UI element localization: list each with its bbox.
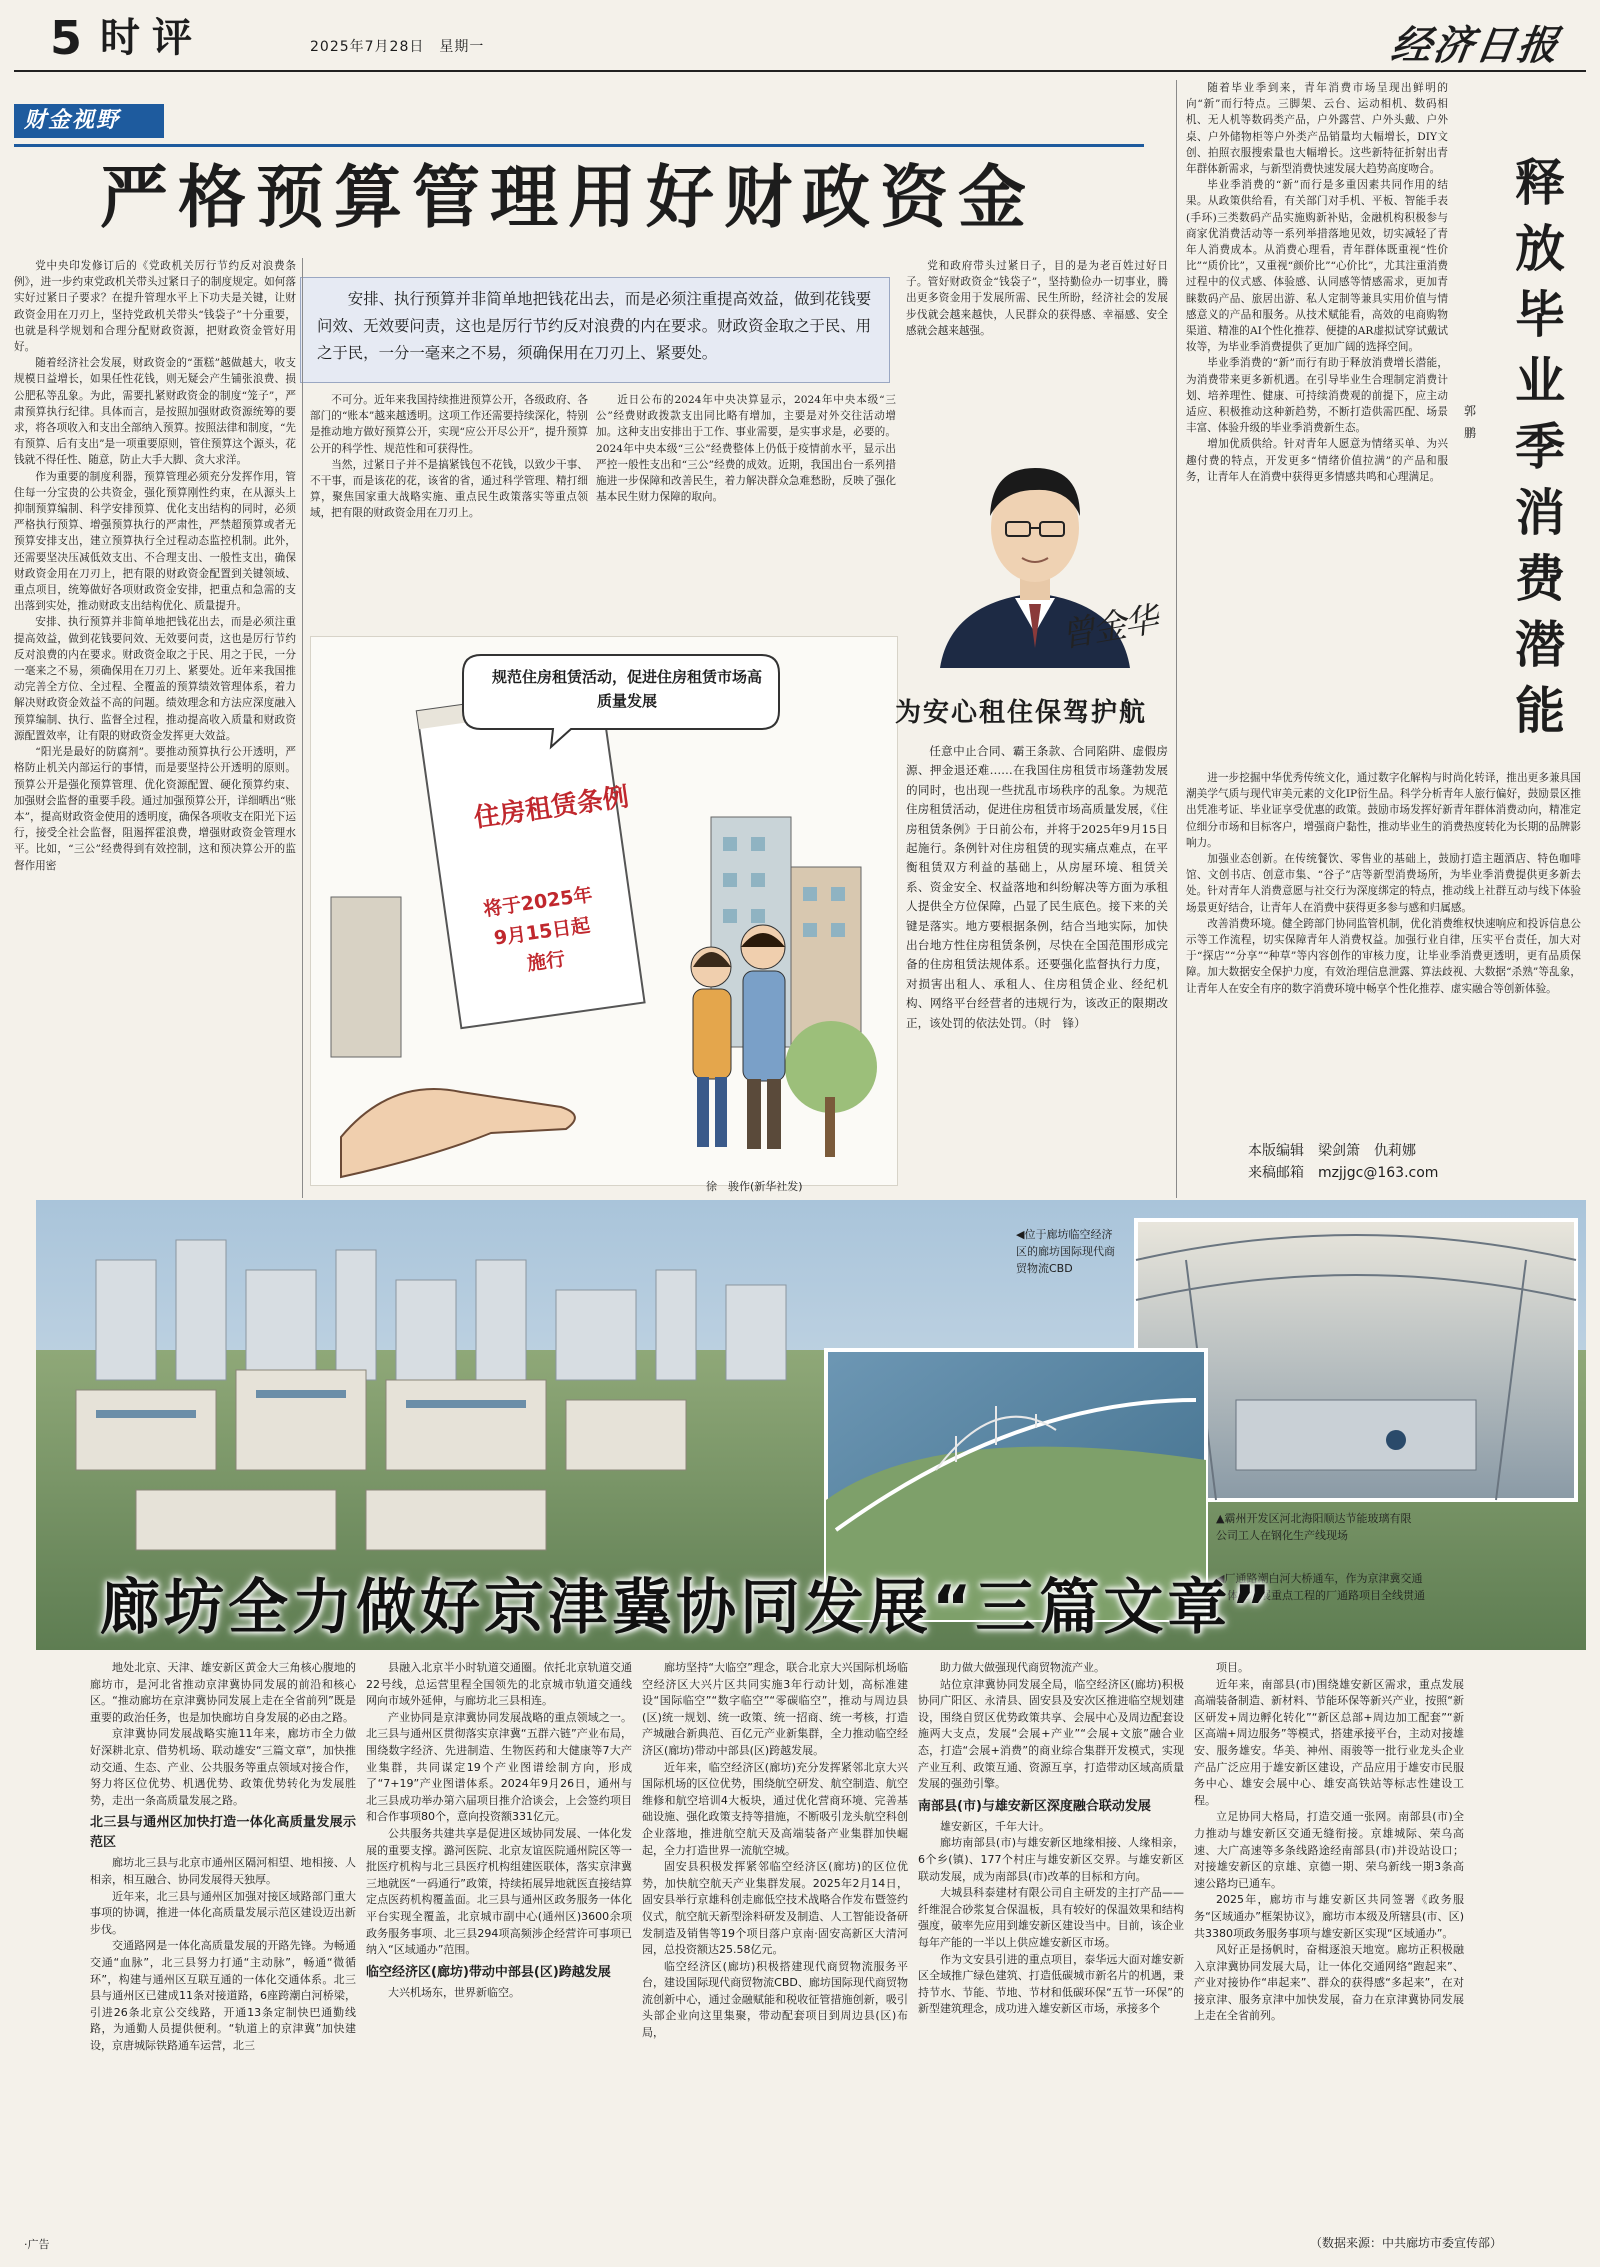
paragraph: 当然，过紧日子并不是搞紧钱包不花钱，以致少干事、不干事，而是该花的花，该省的省，通过科学管理、精打细算，聚焦国家重大战略实施、重点民生政策落实等重点领域，把有限的财政资金用在刀刃上。 bbox=[310, 458, 588, 520]
paragraph: 作为文安县引进的重点项目，泰华远大面对雄安新区全域推广绿色建筑、打造低碳城市新名片的机遇，秉持节水、节能、节地、节材和低碳环保“五节一环保”的新型建筑理念，成功进入雄安新区市场，承接多个 bbox=[918, 1952, 1184, 2016]
column-rule bbox=[302, 258, 303, 1198]
article1-headline: 严格预算管理用好财政资金 bbox=[100, 159, 1037, 238]
editors-box bbox=[1248, 1140, 1578, 1184]
article3-author: 郭 鹏 bbox=[1463, 404, 1489, 440]
paragraph: 大城县科泰建材有限公司自主研发的主打产品——纤维混合砂浆复合保温板，具有较好的保温效果和结构强度，破率先应用到雄安新区建设当中。目前，该企业每年产能的一半以上供应雄安新区市场。 bbox=[918, 1886, 1184, 1949]
headline-char: 季 bbox=[1515, 418, 1565, 476]
paragraph: 站位京津冀协同发展全局，临空经济区(廊坊)积极协同广阳区、永清县、固安县及安次区推进临空规划建设，围绕自贸区优势政策共享、会展中心及周边配套设施两大支点，发展“会展+产业”“会展+文旅”融合业态，打造“会展+消费”的商业综合集群开发模式，实现产业互利、政策互通、资源互享，打造带动区域高质量发展的强劲引擎。 bbox=[918, 1677, 1184, 1791]
paragraph: 县融入北京半小时轨道交通圈。依托北京轨道交通22号线，总运营里程全国领先的北京城市轨道交通线网向市域外延伸，与廊坊北三县相连。 bbox=[366, 1661, 632, 1708]
paragraph: 作为重要的制度利器，预算管理必须充分发挥作用，管住每一分宝贵的公共资金，强化预算刚性约束，在从源头上抑制预算编制、科学安排预算、优化支出结构的同时，必须严格执行预算、增强预算执行的严肃性，严禁超预算或者无预算安排支出，建立预算执行全过程动态监控机制。此外，还需要坚决压减低效支出、不合理支出、一般性支出，确保财政资金用在刀刃上，把有限的财政资金配置到关键领域、重点项目，统筹做好各项财政资金安排，把重点和急需的支出落到实处，推动财政支出结构优化、质量提升。 bbox=[14, 470, 296, 613]
masthead-rule bbox=[14, 70, 1586, 72]
weekday: 星期一 bbox=[439, 39, 485, 55]
article1-lead: 安排、执行预算并非简单地把钱花出去，而是必须注重提高效益，做到花钱要问效、无效要问责，这也是厉行节约反对浪费的内在要求。财政资金取之于民、用之于民，一分一毫来之不易，须确保用在刀刃上、紧要处。 bbox=[300, 277, 890, 383]
cartoon-credit: 徐 骏作(新华社发) bbox=[706, 1180, 803, 1193]
newspaper-logo: 经济日报 bbox=[1388, 22, 1563, 69]
headline-char: 释 bbox=[1515, 154, 1565, 212]
article3-headline bbox=[1505, 150, 1575, 744]
paragraph: 近日公布的2024年中央决算显示，2024年中央本级“三公”经费财政拨款支出同比略有增加，主要是对外交往活动增加。这种支出安排出于工作、事业需要，是实事求是，必要的。2024年中央本级“三公”经费整体上仍低于疫情前水平，显示出严控一般性支出和“三公”经费的成效。近期，我国出台一系列措施进一步保障和改善民生，着力解决群众急难愁盼，反映了强化基本民生财力保障的取向。 bbox=[596, 394, 896, 504]
editors-line: 本版编辑 梁剑箫 仇莉娜 bbox=[1248, 1143, 1416, 1159]
paragraph: 党中央印发修订后的《党政机关厉行节约反对浪费条例》，进一步约束党政机关带头过紧日子的制度规定。如何落实好过紧日子要求？在提升管理水平上下功夫是关键，让财政资金用在刀刃上，坚持党政机关带头“钱袋子”十分重要，也就是科学规划和合理分配财政资源，把财政资金管好用好。 bbox=[14, 260, 296, 354]
article2-headline: 为安心租住保驾护航 bbox=[895, 698, 1148, 728]
dateline bbox=[310, 36, 484, 56]
cartoon-illustration bbox=[310, 636, 898, 1186]
paragraph: 廊坊南部县(市)与雄安新区地缘相接、人缘相亲，6个乡(镇)、177个村庄与雄安新区交界。与雄安新区联动发展，成为南部县(市)改革的目标和方向。 bbox=[918, 1836, 1184, 1883]
paragraph: 风好正是扬帆时，奋楫逐浪天地宽。廊坊正积极融入京津冀协同发展大局，让一体化交通网络“跑起来”、产业对接协作“串起来”、群众的获得感“多起来”，在对接京津、服务京津中加快发展，奋力在京津冀协同发展上走在全省前列。 bbox=[1194, 1943, 1464, 2023]
article4-subheading: 北三县与通州区加快打造一体化高质量发展示范区 bbox=[90, 1815, 356, 1851]
article1-col3 bbox=[596, 392, 896, 628]
column-tag: 财金视野 bbox=[14, 104, 164, 138]
data-source: （数据来源：中共廊坊市委宣传部） bbox=[1310, 2236, 1503, 2250]
headline-char: 能 bbox=[1515, 682, 1565, 740]
article4-col5 bbox=[1194, 1660, 1464, 2230]
paragraph: 近年来，临空经济区(廊坊)充分发挥紧邻北京大兴国际机场的区位优势，围绕航空研发、航空制造、航空维修和航空培训4大板块，通过优化营商环境、完善基础设施、强化政策支持等措施，不断吸引龙头航空科创企业落地，推进航空航天及高端装备产业集群加快崛起，全力打造世界一流航空城。 bbox=[642, 1760, 908, 1857]
headline-char: 放 bbox=[1515, 220, 1565, 278]
paragraph: 近年来，南部县(市)围绕雄安新区需求，重点发展高端装备制造、新材料、节能环保等新兴产业，按照“新区研发+周边孵化转化”“新区总部+周边加工配套”“新区高端+周边服务”等模式，搭建承接平台，主动对接雄安、服务雄安。华美、神州、雨骏等一批行业龙头企业产品广泛应用于雄安新区建设，产品应用于雄安市民服务中心、雄安会展中心、雄安高铁站等标志性建设工程。 bbox=[1194, 1677, 1464, 1807]
article2-signature: （时 锋） bbox=[1033, 1015, 1086, 1030]
caption-bridge: ◀厂通路潮白河大桥通车，作为京津冀交通一体化发展重点工程的厂通路项目全线贯通 bbox=[1216, 1572, 1425, 1602]
paragraph: 随着毕业季到来，青年消费市场呈现出鲜明的向“新”而行特点。三脚架、云台、运动相机、数码相机、无人机等数码类产品，户外露营、户外头戴、户外桌、户外储物柜等户外类产品销量均大幅增长，DIY文创、拍照衣服搜索量也大幅增长。这些新特征折射出青年群体新需求，与新型消费快速发展大趋势高度吻合。 bbox=[1186, 82, 1448, 176]
paragraph: 廊坊坚持“大临空”理念，联合北京大兴国际机场临空经济区大兴片区共同实施3年行动计划，高标准建设“国际临空”“数字临空”“零碳临空”，推动与周边县(区)统一规划、统一政策、统一招商、统一考核，打造产城融合新典范、百亿元产业新集群，全力推动临空经济区(廊坊)带动中部县(区)跨越发展。 bbox=[642, 1661, 908, 1757]
headline-char: 毕 bbox=[1515, 286, 1565, 344]
paragraph: 固安县积极发挥紧邻临空经济区(廊坊)的区位优势，加快航空航天产业集群发展。2025年2月14日，固安县举行京雄科创走廊低空技术战略合作发布暨签约仪式，航空航天新型涂料研发及制造、人工智能设备研发制造及销售等19个项目落户京南·固安高新区大清河园，总投资额达25.58亿元。 bbox=[642, 1860, 908, 1957]
paragraph: 党和政府带头过紧日子，目的是为老百姓过好日子。管好财政资金“钱袋子”，坚持勤俭办一切事业，腾出更多资金用于发展所需、民生所盼，经济社会的发展步伐就会越来越快，人民群众的获得感、幸福感、安全感就会越来越强。 bbox=[906, 260, 1168, 337]
headline-char: 费 bbox=[1515, 550, 1565, 608]
headline-char: 潜 bbox=[1515, 616, 1565, 674]
headline-char: 消 bbox=[1515, 484, 1565, 542]
article2-body bbox=[906, 742, 1168, 1182]
article4-subheading: 南部县(市)与雄安新区深度融合联动发展 bbox=[918, 1798, 1151, 1814]
caption-factory: ▲霸州开发区河北海阳顺达节能玻璃有限公司工人在钢化生产线现场 bbox=[1216, 1512, 1412, 1542]
section-title: 时评 bbox=[100, 15, 204, 61]
author-signature: 曾金华 bbox=[1057, 599, 1160, 656]
paragraph: 产业协同是京津冀协同发展战略的重点领域之一。北三县与通州区贯彻落实京津冀“五群六链”产业布局，围绕数字经济、先进制造、生物医药和大健康等7大产业集群，共同谋定19个产业图谱绘制方向，形成了“7+19”产业图谱体系。2024年9月26日，通州与北三县成功举办第六届项目推介洽谈会，上会签约项目和合作事项80个，意向投资额331亿元。 bbox=[366, 1710, 632, 1824]
caption-cbd: ◀位于廊坊临空经济区的廊坊国际现代商贸物流CBD bbox=[1016, 1228, 1115, 1275]
article4-subheading: 临空经济区(廊坊)带动中部县(区)跨越发展 bbox=[366, 1964, 611, 1980]
paragraph: 进一步挖掘中华优秀传统文化，通过数字化解构与时尚化转译，推出更多兼具国潮美学气质与现代审美元素的文化IP衍生品。科学分析青年人旅行偏好，鼓励景区推出凭准考证、毕业证享受优惠的政策。鼓励市场发挥好新青年群体消费动向，精准定位细分市场和目标客户，增强商户黏性，推动毕业生的消费热度转化为长期的品牌影响力。 bbox=[1186, 772, 1581, 849]
cartoon-bubble: 规范住房租赁活动，促进住房租赁市场高质量发展 bbox=[491, 668, 762, 710]
paragraph: 京津冀协同发展战略实施11年来，廊坊市全力做好深耕北京、借势机场、联动雄安“三篇文章”，加快推动交通、生态、产业、公共服务等重点领域对接合作，努力将区位优势、机遇优势、政策优势转化为发展胜势，走出一条高质量发展之路。 bbox=[90, 1727, 356, 1807]
page-number: 5 bbox=[50, 11, 83, 65]
paragraph: 大兴机场东，世界新临空。 bbox=[388, 1985, 520, 1999]
paragraph: 2025年，廊坊市与雄安新区共同签署《政务服务“区域通办”框架协议》，廊坊市本级及所辖县(市、区)共3380项政务服务事项与雄安新区实现“区域通办”。 bbox=[1194, 1893, 1464, 1940]
cartoon-document-title: 住房租赁条例 bbox=[472, 782, 631, 834]
date: 2025年7月28日 bbox=[310, 39, 425, 55]
paragraph: 交通路网是一体化高质量发展的开路先锋。为畅通交通“血脉”，北三县努力打通“主动脉”，畅通“微循环”，构建与通州区互联互通的一体化交通体系。北三县与通州区已建成11条对接道路，6座跨潮白河桥梁，引进26条北京公交线路，开通13条定制快巴通勤线路，为通勤人员提供便利。“轨道上的京津冀”加快建设，京唐城际铁路通车运营，北三 bbox=[90, 1939, 356, 2052]
article4-col1 bbox=[90, 1660, 356, 2230]
paragraph bbox=[906, 742, 1168, 1033]
article1-col4 bbox=[906, 258, 1168, 408]
article4-headline: 廊坊全力做好京津冀协同发展“三篇文章” bbox=[100, 1573, 1275, 1643]
paragraph: 公共服务共建共享是促进区域协同发展、一体化发展的重要支撑。潞河医院、北京友谊医院通州院区等一批医疗机构与北三县医疗机构组建医联体，落实京津冀三地就医“一码通行”政策，持续拓展异地就医直接结算定点医药机构覆盖面。北三县与通州区政务服务一体化平台实现全覆盖，北京城市副中心(通州区)3600余项政务服务事项、北三县294项高频涉企经营许可事项已纳入“区域通办”范围。 bbox=[366, 1826, 632, 1957]
editors-email: 来稿邮箱 mzjjgc@163.com bbox=[1248, 1165, 1439, 1181]
paragraph: 随着经济社会发展，财政资金的“蛋糕”越做越大，收支规模日益增长，如果任性花钱，则无疑会产生铺张浪费、损公肥私等乱象。为此，需要扎紧财政资金的制度“笼子”，严肃预算执行纪律。具体而言，是按照加强财政资源统筹的要求，将各项收入和支出全部纳入预算。按照法律和制度，“先有预算、后有支出”是一项重要原则，管住预算这个源头，花钱就不得任性、随意，防止大手大脚、贪大求洋。 bbox=[14, 357, 296, 467]
article4-col4 bbox=[918, 1660, 1184, 2230]
paragraph: “阳光是最好的防腐剂”。要推动预算执行公开透明，严格防止机关内部运行的事情，而是要坚持公开透明的原则。预算公开是强化预算管理、优化资源配置、硬化预算约束、加强财会监督的重要手段。通过加强预算公开，详细晒出“账本”，提高财政资金使用的透明度，确保各项收支在阳光下运行，接受全社会监督，阻遏挥霍浪费，增强财政资金管理水平。比如，“三公”经费得到有效控制，这和预决算公开的监督作用密 bbox=[14, 746, 296, 872]
paragraph: 安排、执行预算并非简单地把钱花出去，而是必须注重提高效益，做到花钱要问效、无效要问责，这也是厉行节约反对浪费的内在要求。财政资金取之于民、用之于民，一分一毫来之不易，须确保用在刀刃上、紧要处。近年来我国推动完善全方位、全过程、全覆盖的预算绩效管理体系，着力解决财政资金效益不高的问题。绩效理念和方法应深度融入预算编制、执行、监督全过程，推动提高收入质量和财政资源配置效率，让有限的财政资金发挥更大效益。 bbox=[14, 616, 296, 742]
paragraph: 增加优质供给。针对青年人愿意为情绪买单、为兴趣付费的特点，开发更多“情绪价值拉满”的产品和服务，让青年人在消费中获得更多情感共鸣和心理满足。 bbox=[1186, 438, 1448, 483]
paragraph: 加强业态创新。在传统餐饮、零售业的基础上，鼓励打造主题酒店、特色咖啡馆、文创书店、创意市集、“谷子”店等新型消费场所，为毕业季消费提供更多新去处。针对青年人消费意愿与社交行为深度绑定的特点，推动线上社群互动与线下体验场景更好结合，让青年人在消费中获得更多参与感和归属感。 bbox=[1186, 853, 1581, 914]
paragraph: 毕业季消费的“新”而行是多重因素共同作用的结果。从政策供给看，有关部门对手机、平板、智能手表(手环)三类数码产品实施购新补贴，金融机构积极参与商家优消费活动等一系列举措落地见效，切实减轻了青年人消费成本。从消费心理看，青年群体既重视“性价比”“质价比”，又重视“颜价比”“心价比”，尤其注重消费过程中的仪式感、体验感、认同感等情感需求，更加青睐数码产品、旅居出游、私人定制等兼具实用价值与情感意义的产品和服务。从技术赋能看，高效的电商购物渠道、精准的AI个性化推荐、便捷的AR虚拟试穿试戴试妆等，为毕业季消费提供了更加广阔的选择空间。 bbox=[1186, 179, 1448, 354]
cartoon-drawing bbox=[311, 637, 898, 1186]
headline-char: 业 bbox=[1515, 352, 1565, 410]
article1-col1 bbox=[14, 258, 296, 1200]
article4-col3 bbox=[642, 1660, 908, 2230]
paragraph: 雄安新区，千年大计。 bbox=[940, 1819, 1050, 1833]
ad-label: ·广告 bbox=[24, 2238, 50, 2251]
paragraph: 地处北京、天津、雄安新区黄金大三角核心腹地的廊坊市，是河北省推动京津冀协同发展的前沿和核心区。“推动廊坊在京津冀协同发展上走在全省前列”既是重要的政治任务，也是加快廊坊自身发展的必由之路。 bbox=[90, 1661, 356, 1724]
column-rule bbox=[1176, 80, 1177, 1198]
paragraph: 廊坊北三县与北京市通州区隔河相望、地相接、人相亲，相互融合、协同发展得天独厚。 bbox=[90, 1856, 356, 1886]
article2-text: 任意中止合同、霸王条款、合同陷阱、虚假房源、押金退还难……在我国住房租赁市场蓬勃发展的同时，也出现一些扰乱市场秩序的乱象。为规范住房租赁活动，促进住房租赁市场高质量发展，《住房租赁条例》于日前公布，并将于2025年9月15日起施行。条例针对住房租赁的现实痛点难点，在平衡租赁双方利益的基础上，从房屋环境、租赁关系、资金安全、权益落地和纠纷解决等方面为承租人提供全方位保障，凸显了民生底色。接下来的关键是落实。地方要根据条例，结合当地实际，加快出台地方性住房租赁条例，尽快在全国范围形成完备的住房租赁法规体系。还要强化监督执行力度，对损害出租人、承租人、住房租赁企业、经纪机构、网络平台经营者的违规行为，该改正的限期改正，该处罚的依法处罚。 bbox=[906, 744, 1168, 1030]
paragraph: 立足协同大格局，打造交通一张网。南部县(市)全力推动与雄安新区交通无缝衔接。京雄城际、荣乌高速、大广高速等多条线路途经南部县(市)并设站设口；对接雄安新区的京雄、京德一期、荣乌新线一期3条高速公路均已通车。 bbox=[1194, 1810, 1464, 1890]
article3-col2 bbox=[1186, 770, 1581, 1136]
paragraph: 助力做大做强现代商贸物流产业。 bbox=[940, 1661, 1105, 1674]
paragraph: 项目。 bbox=[1216, 1661, 1249, 1674]
column-tag-rule bbox=[14, 144, 1144, 147]
paragraph: 不可分。近年来我国持续推进预算公开，各级政府、各部门的“账本”越来越透明。这项工作还需要持续深化，特别是推动地方做好预算公开，实现“应公开尽公开”，提升预算公开的科学性、规范性和可获得性。 bbox=[310, 394, 588, 455]
article4-col2 bbox=[366, 1660, 632, 2230]
paragraph: 临空经济区(廊坊)积极搭建现代商贸物流服务平台，建设国际现代商贸物流CBD、廊坊国际现代商贸物流创新中心，通过金融赋能和税收征管措施创新，吸引头部企业向这里集聚，带动配套项目到周边县(区)布局， bbox=[642, 1959, 908, 2040]
paragraph: 近年来，北三县与通州区加强对接区域路部门重大事项的协调，推进一体化高质量发展示范区建设迈出新步伐。 bbox=[90, 1889, 356, 1936]
paragraph: 改善消费环境。健全跨部门协同监管机制，优化消费维权快速响应和投诉信息公示等工作流程，切实保障青年人消费权益。加强行业自律，压实平台责任，加大对于“探店”“分享”“种草”等内容创作的审核力度，让毕业季消费更透明，更有品质保障。加大数据安全保护力度，有效治理信息泄露、算法歧视、大数据“杀熟”等乱象，让青年人在安全有序的数字消费环境中畅享个性化推荐、虚实融合等创新体验。 bbox=[1186, 917, 1581, 995]
paragraph: 毕业季消费的“新”而行有助于释放消费增长潜能，为消费带来更多新机遇。在引导毕业生合理制定消费计划、培养理性、健康、可持续消费观的前提下，应主动适应、积极推动这种新趋势，不断打造供需匹配、场景丰富、体验升级的毕业季消费新生态。 bbox=[1186, 357, 1448, 435]
cartoon-document-note: 将于2025年9月15日起施行 bbox=[481, 883, 594, 976]
article1-col2 bbox=[310, 392, 588, 628]
